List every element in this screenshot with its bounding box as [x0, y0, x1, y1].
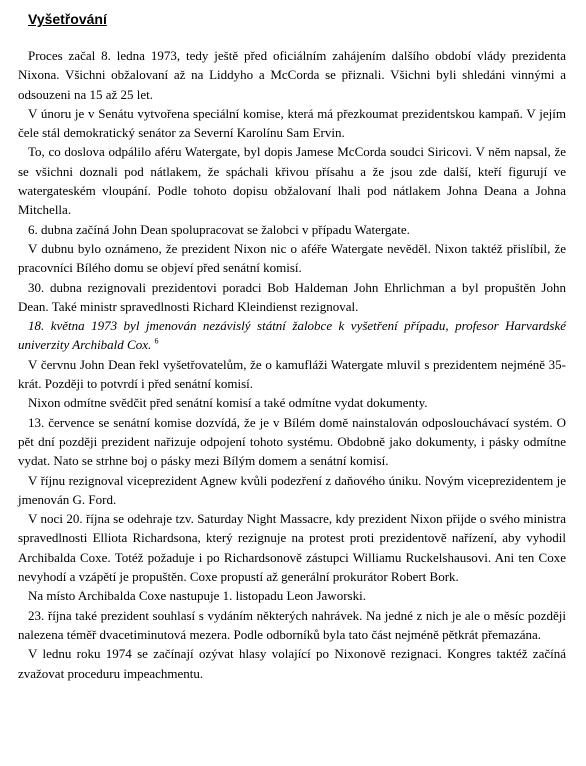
- paragraph: V červnu John Dean řekl vyšetřovatelům, že o kamufláži Watergate mluvil s prezidentem nejméně 35-krát. Později to potvrdí i před senátní komisí.: [18, 356, 566, 392]
- paragraph: V dubnu bylo oznámeno, že prezident Nixon nic o aféře Watergate nevěděl. Nixon taktéž přislíbil, že pracovníci Bílého domu se objeví před senátní komisí.: [18, 240, 566, 276]
- paragraph: 23. října také prezident souhlasí s vydáním některých nahrávek. Na jedné z nich je ale o měsíc později nalezena téměř dvacetiminutová mezera. Podle odborníků byla tato část nejméně pětkrát přemazána.: [18, 607, 566, 642]
- paragraph: Nixon odmítne svědčit před senátní komisí a také odmítne vydat dokumenty.: [28, 395, 428, 411]
- paragraph: To, co doslova odpálilo aféru Watergate, byl dopis Jamese McCorda soudci Siricovi. V něm napsal, že se všichni doznali pod nátlakem, že spáchali křivou přísahu a že jsou zde další, kteří figurují ve watergateském vloupání. Podle tohoto dopisu obžalovaní lhali pod nátlakem Johna Deana a Johna Mitchella.: [18, 144, 566, 218]
- paragraph: V říjnu rezignoval viceprezident Agnew kvůli podezření z daňového úniku. Novým viceprezidentem je jmenován G. Ford.: [18, 472, 566, 507]
- paragraph: 13. července se senátní komise dozvídá, že je v Bílém domě nainstalován odposlouchávací systém. O pět dní později prezident nařizuje odpojení tohoto systému. Obdobně jako dokumenty, i pásky odmítne vydat. Nato se strhne boj o pásky mezi Bílým domem a senátní komisí.: [18, 414, 566, 469]
- document-body: [18, 46, 566, 683]
- paragraph: Proces začal 8. ledna 1973, tedy ještě před oficiálním zahájením dalšího období vlády prezidenta Nixona. Všichni obžalovaní až na Liddyho a McCorda se přiznali. Všichni byli shledáni vinnými a odsouzeni na 15 až 25 let.: [18, 48, 566, 102]
- paragraph-italic: [18, 316, 566, 355]
- paragraph-text: 18. května 1973 byl jmenován nezávislý státní žalobce k vyšetření případu, profesor Harvardské univerzity Archibald Cox.: [18, 318, 566, 353]
- paragraph: 30. dubna rezignovali prezidentovi poradci Bob Haldeman John Ehrlichman a byl propuštěn John Dean. Také ministr spravedlnosti Richard Kleindienst rezignoval.: [18, 279, 566, 314]
- paragraph: 6. dubna začíná John Dean spolupracovat se žalobci v případu Watergate.: [28, 221, 410, 237]
- paragraph: V únoru je v Senátu vytvořena speciální komise, která má přezkoumat prezidentskou kampaň. V jejím čele stál demokratický senátor za Severní Karolínu Sam Ervin.: [18, 105, 566, 141]
- paragraph: Na místo Archibalda Coxe nastupuje 1. listopadu Leon Jaworski.: [28, 588, 366, 604]
- section-heading: Vyšetřování: [28, 11, 107, 27]
- paragraph: V lednu roku 1974 se začínají ozývat hlasy volající po Nixonově rezignaci. Kongres taktéž začíná zvažovat proceduru impeachmentu.: [18, 646, 566, 681]
- footnote-marker: 6: [154, 337, 159, 347]
- paragraph: V noci 20. října se odehraje tzv. Saturday Night Massacre, kdy prezident Nixon přijde o svého ministra spravedlnosti Elliota Richardsona, který rezignuje na protest proti prezidentově nařízení, aby vyhodil Archibalda Coxe. Totéž požaduje i po Richardsonově zástupci Williamu Ruckelshausovi. Ani ten Coxe nevyhodí a vzápětí je propuštěn. Coxe propustí až generální prokurátor Robert Bork.: [18, 511, 566, 585]
